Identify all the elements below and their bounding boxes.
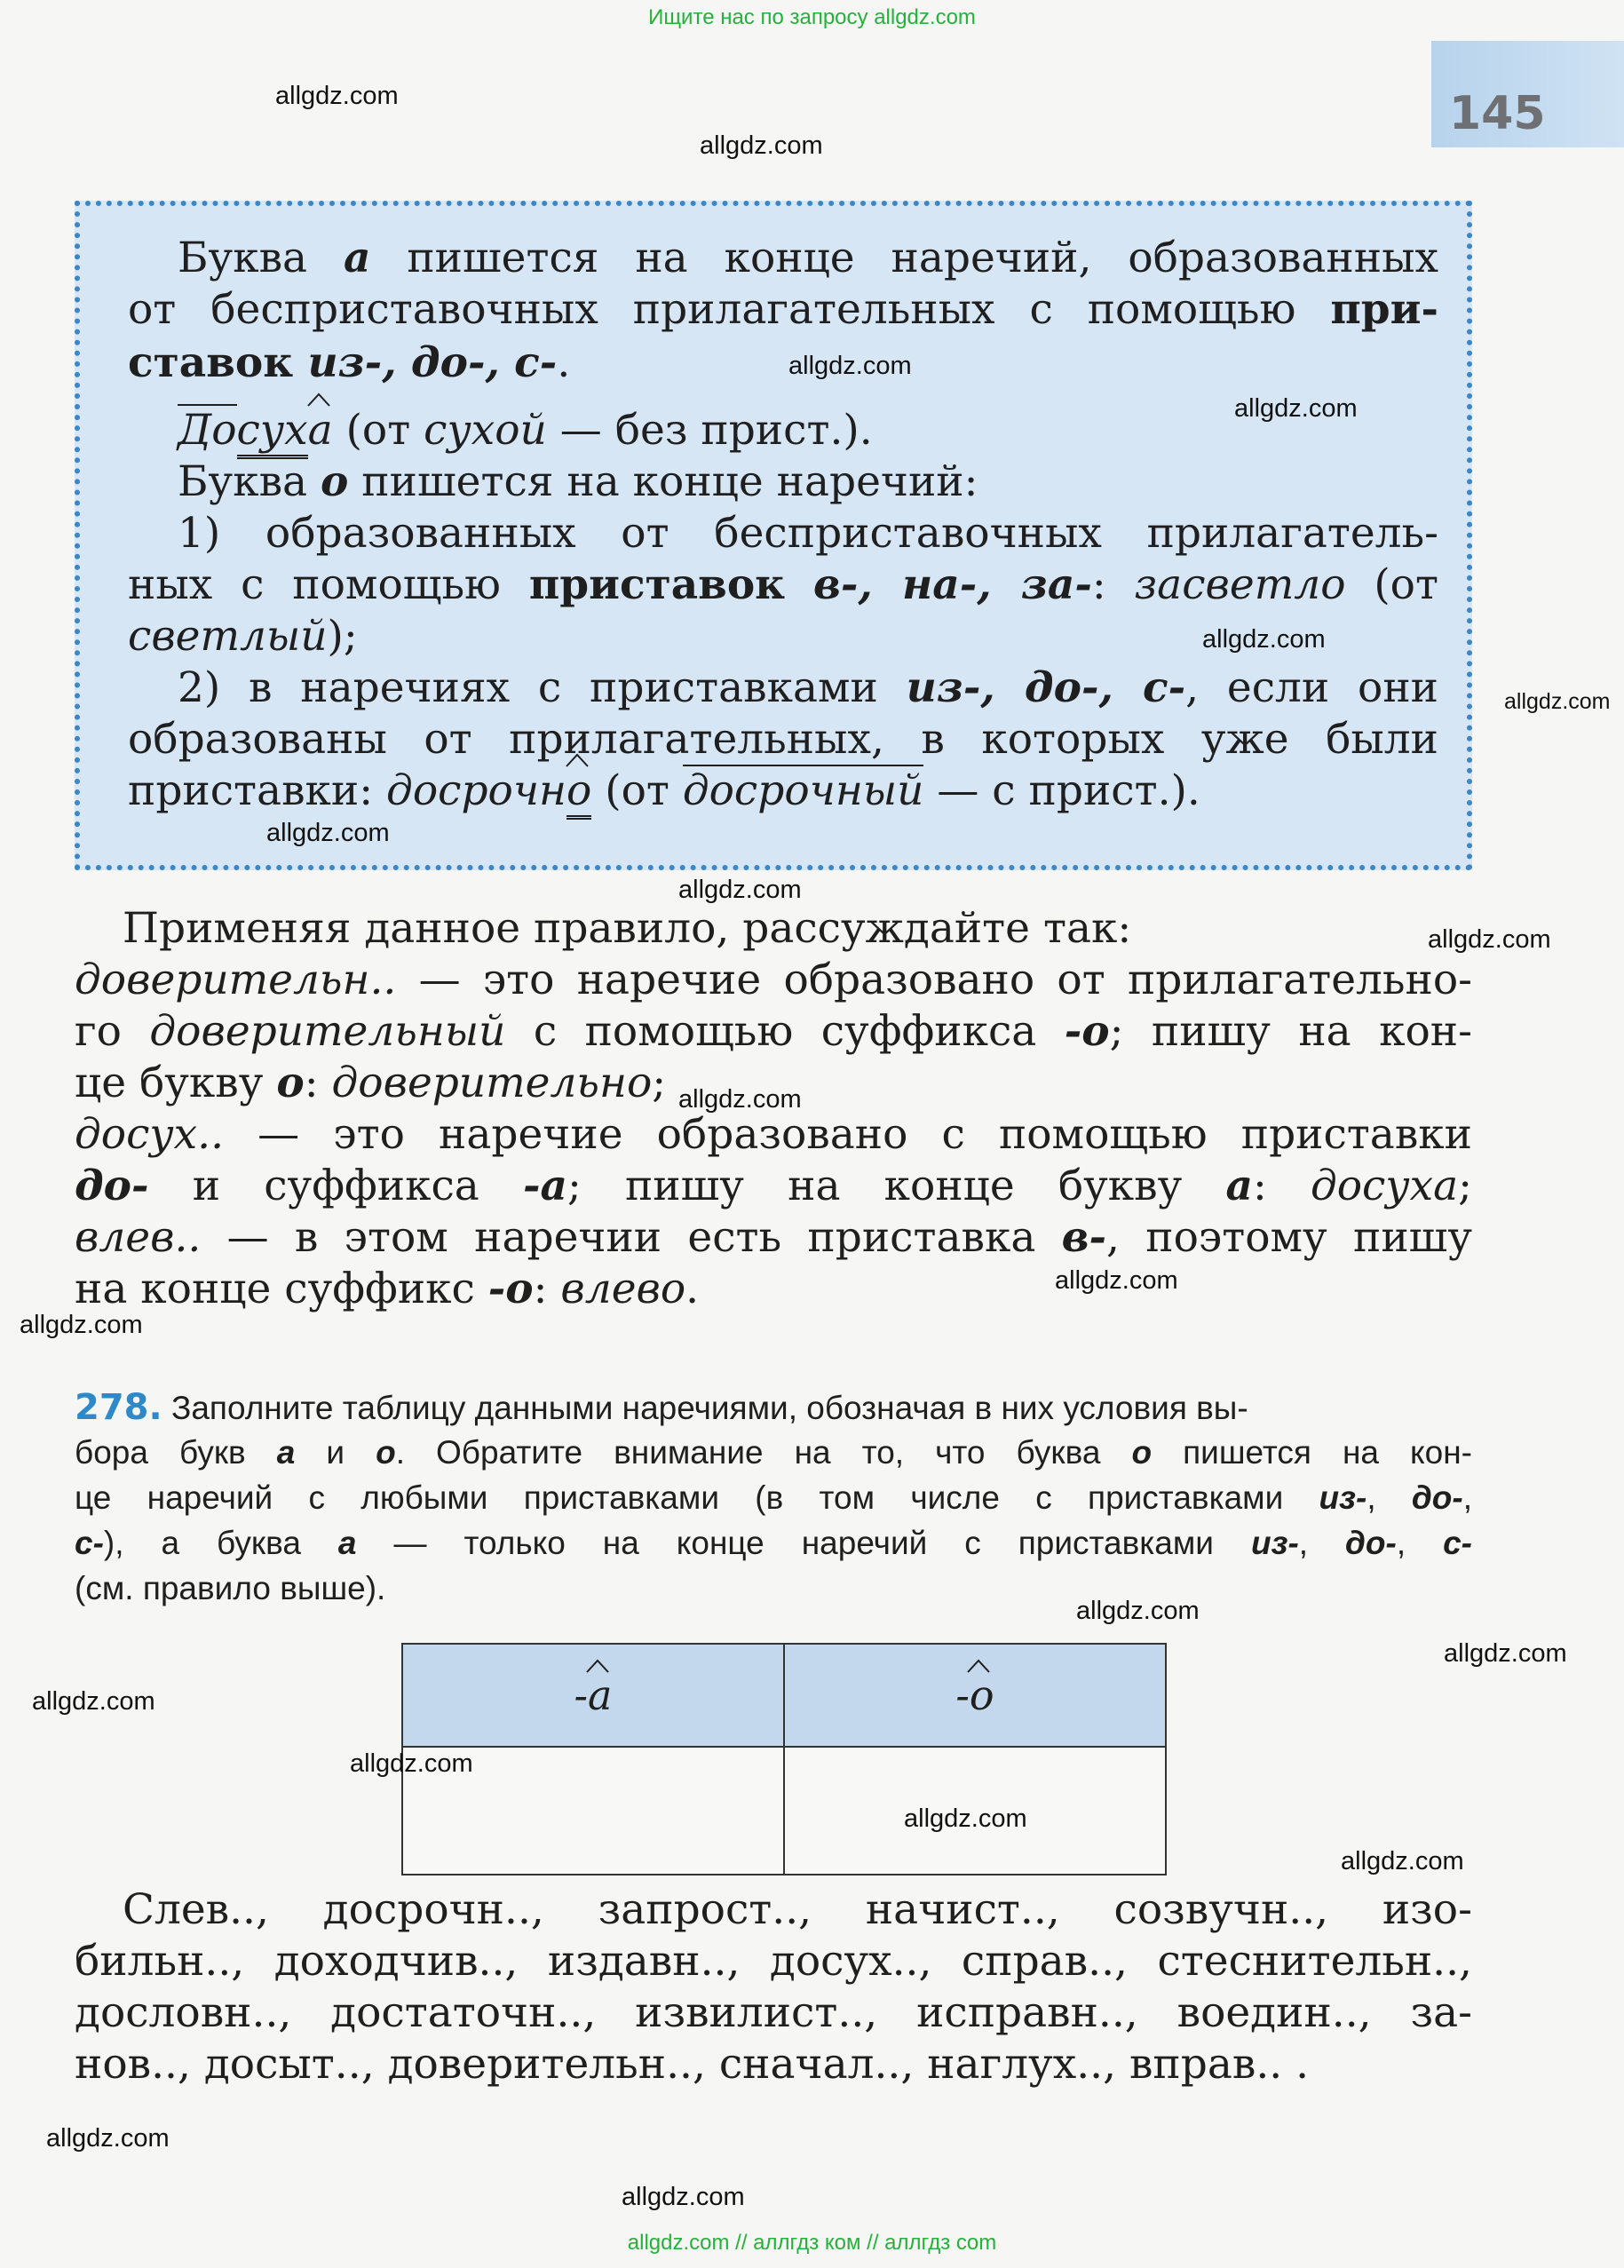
table-header-row [402, 1644, 1166, 1747]
watermark: allgdz.com [1341, 1847, 1464, 1875]
watermark: allgdz.com [700, 131, 823, 160]
watermark: allgdz.com [1202, 625, 1326, 654]
reasoning-line-5: досух.. — это наречие образовано с помощью приставки [75, 1110, 1472, 1159]
rule-line-10: образованы от прилагательных, в которых уже были [128, 715, 1438, 764]
table-header-o: -о [784, 1644, 1166, 1747]
rule-line-3: ставок из-, до-, с-. [128, 338, 571, 387]
exercise-number: 278. [75, 1387, 162, 1428]
fill-table [401, 1643, 1167, 1875]
header-hat-icon [966, 1659, 991, 1673]
watermark: allgdz.com [1428, 925, 1551, 954]
rule-box [75, 201, 1472, 870]
exercise-line-1: 278. Заполните таблицу данными наречиями, обозначая в них условия вы- [75, 1387, 1248, 1428]
rule-line-9: 2) в наречиях с приставками из-, до-, с-, если они [178, 663, 1438, 712]
reasoning-line-3: го доверительный с помощью суффикса -о; пишу на кон- [75, 1007, 1472, 1056]
exercise-line-2: бора букв а и о. Обратите внимание на то, что буква о пишется на кон- [75, 1434, 1472, 1471]
reasoning-line-7: влев.. — в этом наречии есть приставка в-, поэтому пишу [75, 1213, 1473, 1262]
watermark: allgdz.com [266, 819, 390, 847]
exercise-line-5: (см. правило выше). [75, 1570, 386, 1606]
rule-line-4: Досуха (от сухой — без прист.). [178, 405, 873, 456]
reasoning-line-2: доверительн.. — это наречие образовано от прилагательно- [75, 956, 1472, 1004]
watermark: allgdz.com [788, 352, 912, 380]
words-line-2: бильн.., доходчив.., издавн.., досух.., справ.., стеснительн.., [75, 1937, 1472, 1986]
rule-line-11: приставки: досрочно (от досрочный — с прист.). [128, 765, 1200, 817]
watermark: allgdz.com [678, 876, 802, 904]
rule-line-1: Буква а пишется на конце наречий, образованных [178, 234, 1438, 282]
rule-line-8: светлый); [128, 612, 358, 661]
words-line-4: нов.., досыт.., доверительн.., сначал.., наглух.., вправ.. . [75, 2040, 1310, 2089]
header-hat-icon [585, 1659, 610, 1673]
watermark: allgdz.com [622, 2183, 745, 2211]
watermark: allgdz.com [350, 1749, 473, 1778]
watermark: allgdz.com [275, 82, 399, 110]
reasoning-line-8: на конце суффикс -о: влево. [75, 1265, 700, 1313]
rule-line-6: 1) образованных от бесприставочных прилагатель- [178, 509, 1438, 558]
table-header-a: -а [402, 1644, 784, 1747]
suffix-hat-icon [306, 393, 331, 407]
watermark: allgdz.com [32, 1687, 155, 1716]
exercise-line-4: с-), а буква а — только на конце наречий с приставками из-, до-, с- [75, 1525, 1473, 1561]
rule-line-5: Буква о пишется на конце наречий: [178, 457, 978, 506]
watermark: allgdz.com [1444, 1639, 1567, 1668]
bottom-banner: allgdz.com // аллгдз ком // аллгдз com [627, 2231, 997, 2255]
ending-hat-icon [565, 753, 590, 767]
watermark: allgdz.com [46, 2124, 170, 2153]
watermark: allgdz.com [678, 1085, 802, 1114]
words-line-3: дословн.., достаточн.., извилист.., исправн.., воедин.., за- [75, 1988, 1472, 2037]
rule-line-7: ных с помощью приставок в-, на-, за-: засветло (от [128, 560, 1438, 609]
exercise-line-3: це наречий с любыми приставками (в том числе с приставками из-, до-, [75, 1479, 1472, 1516]
reasoning-line-4: це букву о: доверительно; [75, 1059, 667, 1107]
watermark: allgdz.com [1055, 1266, 1178, 1295]
top-banner: Ищите нас по запросу allgdz.com [648, 5, 976, 29]
watermark: allgdz.com [904, 1804, 1027, 1833]
watermark: allgdz.com [1076, 1597, 1200, 1625]
table-row [402, 1747, 1166, 1875]
watermark: allgdz.com [1234, 394, 1358, 423]
watermark: allgdz.com [20, 1311, 143, 1339]
words-line-1: Слев.., досрочн.., запрост.., начист.., созвучн.., изо- [123, 1885, 1472, 1934]
watermark: allgdz.com [1504, 689, 1611, 714]
rule-line-2: от бесприставочных прилагательных с помощью при- [128, 285, 1438, 334]
reasoning-line-1: Применяя данное правило, рассуждайте так: [123, 904, 1132, 953]
reasoning-line-6: до- и суффикса -а; пишу на конце букву а: досуха; [75, 1162, 1472, 1210]
page-number: 145 [1449, 87, 1546, 140]
